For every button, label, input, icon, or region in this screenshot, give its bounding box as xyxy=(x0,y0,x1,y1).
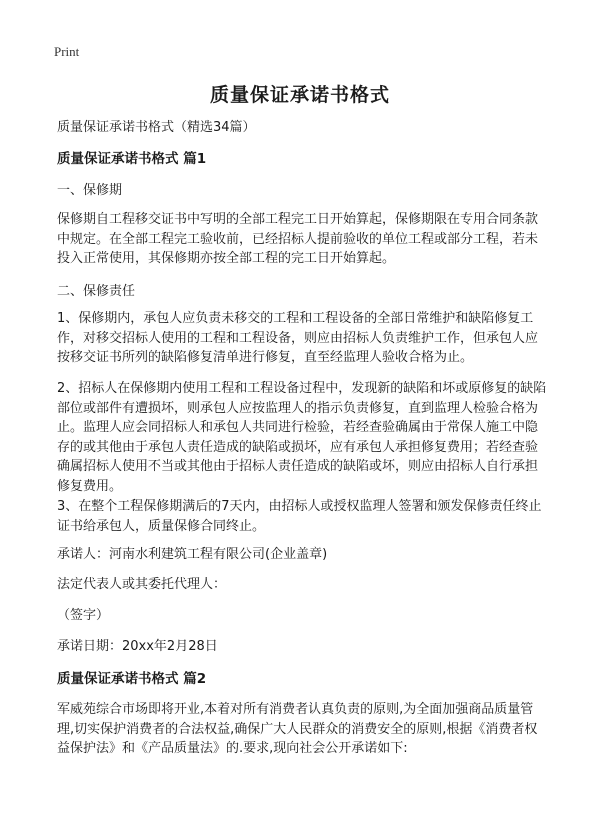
promise-date: 承诺日期：20xx年2月28日 xyxy=(57,639,218,654)
signature-line: （签字） xyxy=(57,608,110,623)
document-subtitle: 质量保证承诺书格式（精选34篇） xyxy=(57,120,256,135)
section2-text: 军威苑综合市场即将开业,本着对所有消费者认真负责的原则,为全面加强商品质量管理,切实保护消费者的合法权益,确保广大人民群众的消费安全的原则,根据《消费者权益保护法》和《产品质量法》的.要求,现向社会公开承诺如下: xyxy=(57,702,538,756)
section2-heading: 质量保证承诺书格式 篇2 xyxy=(57,671,207,687)
promisor-line: 承诺人：河南水利建筑工程有限公司(企业盖章) xyxy=(57,547,328,562)
legal-representative-line: 法定代表人或其委托代理人： xyxy=(57,577,227,592)
part1-heading: 一、保修期 xyxy=(57,183,123,198)
section1-heading: 质量保证承诺书格式 篇1 xyxy=(57,151,207,167)
print-label[interactable]: Print xyxy=(54,44,80,59)
document-title: 质量保证承诺书格式 xyxy=(209,84,390,106)
responsibility-item-2: 2、招标人在保修期内使用工程和工程设备过程中，发现新的缺陷和坏或原修复的缺陷部位或部件有遭损坏，则承包人应按监理人的指示负责修复，直到监理人检验合格为止。监理人应会同招标人和承包人共同进行检验，若经查验确属由于常保人施工中隐存的或其他由于承包人责任造成的缺陷或损坏，应有承包人承担修复费用；若经查验确属招标人使用不当或其他由于招标人责任造成的缺陷或坏，则应由招标人自行承担修复费用。 xyxy=(57,381,547,494)
responsibility-item-3: 3、在整个工程保修期满后的7天内，由招标人或授权监理人签署和颁发保修责任终止证书给承包人，质量保修合同终止。 xyxy=(57,499,542,534)
responsibility-item-1: 1、保修期内，承包人应负责未移交的工程和工程设备的全部日常维护和缺陷修复工作，对移交招标人使用的工程和工程设备，则应由招标人负责维护工作，但承包人应按移交证书所列的缺陷修复清单进行修复，直至经监理人验收合格为止。 xyxy=(57,311,539,365)
part1-text: 保修期自工程移交证书中写明的全部工程完工日开始算起，保修期限在专用合同条款中规定。在全部工程完工验收前，已经招标人提前验收的单位工程或部分工程，若未投入正常使用，其保修期亦按全部工程的完工日开始算起。 xyxy=(57,212,539,266)
part2-heading: 二、保修责任 xyxy=(57,284,136,299)
